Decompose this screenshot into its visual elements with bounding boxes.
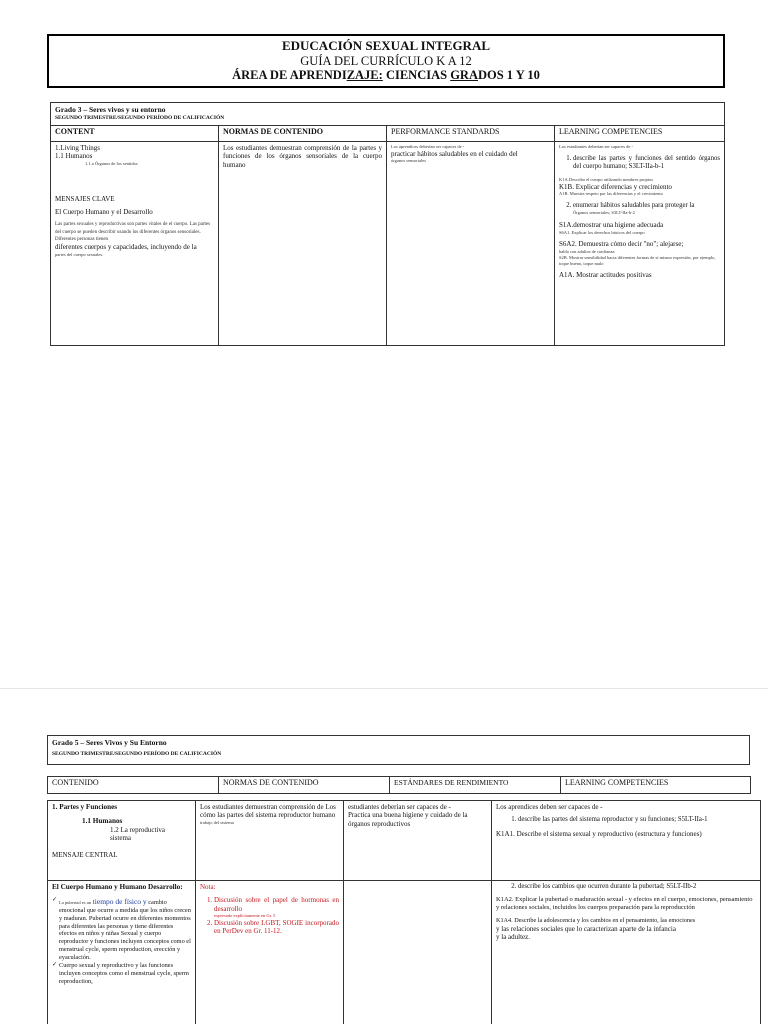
note-label: Nota: xyxy=(200,883,216,891)
performance-text: Practica una buena higiene y cuidado de la órganos reproductivos xyxy=(348,811,468,828)
content-bullet: ✓ Cuerpo sexual y reproductivo y las funciones incluyen conceptos como el menstrual cycle, sperm reproduction, xyxy=(52,962,191,986)
grade3-norms-cell xyxy=(219,142,387,346)
content-line: 1.2 La reproductiva xyxy=(110,826,166,834)
key-messages-label: MENSAJES CLAVE xyxy=(55,194,115,203)
competencies-list xyxy=(559,202,720,210)
area-part: DOS 1 Y 10 xyxy=(477,68,540,83)
grade3-header xyxy=(51,103,725,126)
bullet-text: niños y niñas Sexual y xyxy=(85,930,143,938)
note-item: 2. Discusión sobre LGBT, SOGIE incorporado en PerDev en Gr. 11-12. xyxy=(214,919,339,936)
bullet-text: tiempo de físico y xyxy=(92,897,147,906)
content-line: 1.1 Humanos xyxy=(82,817,123,825)
grade5-heading: Grado 5 – Seres Vivos y Su Entorno xyxy=(52,738,167,747)
learning-area-title xyxy=(49,68,723,82)
content-bullets xyxy=(52,897,191,985)
competency-item: 2. enumerar hábitos saludables para proteger la xyxy=(573,202,720,210)
content-paragraph: partes del cuerpo sexuales. xyxy=(55,251,104,257)
col-header-content: CONTENIDO xyxy=(48,777,219,794)
document-title-box xyxy=(47,34,725,88)
grade5-competencies-cell-2 xyxy=(492,881,761,1024)
competencies-list xyxy=(496,883,756,891)
grade5-content-cell xyxy=(48,801,196,881)
content-line: 1.1 Humanos xyxy=(55,152,93,161)
page-2 xyxy=(0,700,768,1024)
content-subline: 1.1.a Órganos de los sentidos xyxy=(85,160,138,166)
content-paragraph: diferentes cuerpos y capacidades, incluyendo de la xyxy=(55,243,197,252)
grade5-column-headers xyxy=(47,776,751,794)
competencies-intro: Los aprendices deben ser capaces de - xyxy=(496,803,603,811)
competency-code: S6A2. Demuestra cómo decir "no"; alejarse; xyxy=(559,240,684,249)
competency-code: habla con adultos de confianza xyxy=(559,248,615,254)
col-header-norms: NORMAS DE CONTENIDO xyxy=(219,126,387,142)
col-header-norms: NORMAS DE CONTENIDO xyxy=(219,777,390,794)
competencies-intro: Los estudiantes deberían ser capaces de - xyxy=(559,144,633,149)
col-header-competencies: LEARNING COMPETENCIES xyxy=(555,126,725,142)
grade3-period: SEGUNDO TRIMESTRE/SEGUNDO PERÍODO DE CALIFICACIÓN xyxy=(55,114,225,121)
grade3-competencies-cell xyxy=(555,142,725,346)
note-text: Discusión sobre el papel de hormonas en desarrollo xyxy=(214,896,339,913)
col-header-performance: PERFORMANCE STANDARDS xyxy=(387,126,555,142)
area-underlined-part: ZAJE: xyxy=(346,68,383,83)
competency-item: Órganos sensoriales; S3LT-IIa-b-2 xyxy=(573,210,635,216)
page-divider xyxy=(0,688,768,689)
grade3-content-cell xyxy=(51,142,219,346)
grade5-norms-cell xyxy=(196,801,344,881)
grade3-performance-cell xyxy=(387,142,555,346)
grade5-header xyxy=(47,735,750,765)
competency-code: S1A.demostrar una higiene adecuada xyxy=(559,221,664,230)
col-header-content: CONTENT xyxy=(51,126,219,142)
competency-item: 1. describe las partes del sistema reproductor y su funciones; S5LT-IIa-1 xyxy=(518,816,756,824)
competency-code: K1A.Describa el cuerpo utilizando nombres propios xyxy=(559,176,653,182)
competency-code: y las relaciones sociales que lo caracterizan aparte de la infancia xyxy=(496,924,676,933)
col-header-competencies: LEARNING COMPETENCIES xyxy=(561,777,751,794)
grade5-notes-cell xyxy=(196,881,344,1024)
competency-item: 2. describe los cambios que ocurren durante la pubertad; S5LT-IIb-2 xyxy=(518,883,756,891)
content-bullet xyxy=(52,897,191,962)
note-subtext: expresado explícitamente en Gr. 5 xyxy=(214,913,276,919)
competency-code: S6A1. Explicar los derechos básicos del cuerpo xyxy=(559,229,645,235)
competency-code: y la adultez. xyxy=(496,932,531,941)
norms-text: Los estudiantes demuestran comprensión de Los cómo las partes del sistema reproductor humano xyxy=(200,803,336,820)
content-line: 1. Partes y Funciones xyxy=(52,803,118,811)
competency-code: S2B. Mostrar sensibilidad hacia diferentes formas de sí mismo expresión, por ejemplo, toque bueno, toque malo xyxy=(559,254,716,266)
bullet-text: cuerpo reproductor y funciones incluyen conceptos como el menstrual cycle, sperm reproduction, erección y eyaculación. xyxy=(59,930,191,962)
competency-code: K1A2. Explicar la pubertad o maduración sexual - y efectos en el cuerpo, emociones, pensamiento y relaciones sociales, incluidos los cuerpos preparación para la reproducción xyxy=(496,896,753,912)
bullet-text: La pubertad es un xyxy=(59,900,92,905)
performance-text: órganos sensoriales xyxy=(391,158,427,164)
grade5-period: SEGUNDO TRIMESTRE/SEGUNDO PERÍODO DE CALIFICACIÓN xyxy=(52,750,222,757)
bullet-text: cambio emocional que ocurre a medida que xyxy=(59,899,167,914)
area-underlined-part: GRA xyxy=(450,68,478,83)
grade5-competencies-cell xyxy=(492,801,761,881)
document-title: EDUCACIÓN SEXUAL INTEGRAL xyxy=(281,38,491,53)
grade5-content-cell-2 xyxy=(48,881,196,1024)
content-line: sistema xyxy=(110,834,131,843)
norms-text: Los estudiantes demuestran comprensión de la partes y funciones de los órganos sensoriales de la cuerpo humano xyxy=(223,144,382,169)
content-line: 1.Living Things xyxy=(55,144,100,152)
performance-intro: Los aprendices deberían ser capaces de - xyxy=(391,144,465,149)
competency-code: A1B. Muestra respeto por las diferencias y el crecimiento xyxy=(559,191,663,197)
grade3-heading: Grado 3 – Seres vivos y su entorno xyxy=(55,105,166,114)
grade5-table xyxy=(47,800,761,1024)
area-part: CIENCIAS xyxy=(382,68,451,83)
competency-code: K1A4. Describe la adolescencia y los cambios en el pensamiento, las emociones xyxy=(496,917,696,925)
grade5-performance-cell-2 xyxy=(344,881,492,1024)
competencies-list xyxy=(559,155,720,172)
note-item xyxy=(214,896,339,919)
notes-list xyxy=(200,896,339,935)
col-header-performance: ESTÁNDARES DE RENDIMIENTO xyxy=(390,777,561,794)
grade3-table xyxy=(50,102,725,346)
competency-code: K1B. Explicar diferencias y crecimiento xyxy=(559,182,672,191)
content-topic: El Cuerpo Humano y Humano Desarrollo: xyxy=(52,883,183,891)
grade5-performance-cell xyxy=(344,801,492,881)
competency-item: 1. describe las partes y funciones del sentido órganos del cuerpo humano; S3LT-IIa-b-1 xyxy=(573,155,720,172)
bullet-text: ocurre en diferentes momentos para diferentes las personas y tiene diferentes efectos en xyxy=(59,914,191,938)
content-topic: El Cuerpo Humano y el Desarrollo xyxy=(55,208,153,217)
performance-text: practicar hábitos saludables en el cuidado del xyxy=(391,149,518,158)
content-paragraph: Las partes sexuales y reproductivas son partes vitales de el cuerpo. Las partes del cuerpo se pueden describir usando los diferentes órganos sensoriales. Diferentes personas tienen xyxy=(55,222,211,242)
competency-code: K1A1. Describe el sistema sexual y reproductivo (estructura y funciones) xyxy=(496,829,702,838)
bullet-text: los niños crecen y maduran. Pubertad xyxy=(59,906,191,922)
competencies-list xyxy=(496,816,756,824)
area-part: ÁREA DE APRENDI xyxy=(232,68,347,83)
performance-intro: estudiantes deberían ser capaces de - xyxy=(348,803,451,811)
central-message-label: MENSAJE CENTRAL xyxy=(52,850,118,859)
norms-text: trabajo del sistema xyxy=(200,819,234,825)
document-subtitle: GUÍA DEL CURRÍCULO K A 12 xyxy=(300,53,472,68)
competency-code: A1A. Mostrar actitudes positivas xyxy=(559,271,652,280)
